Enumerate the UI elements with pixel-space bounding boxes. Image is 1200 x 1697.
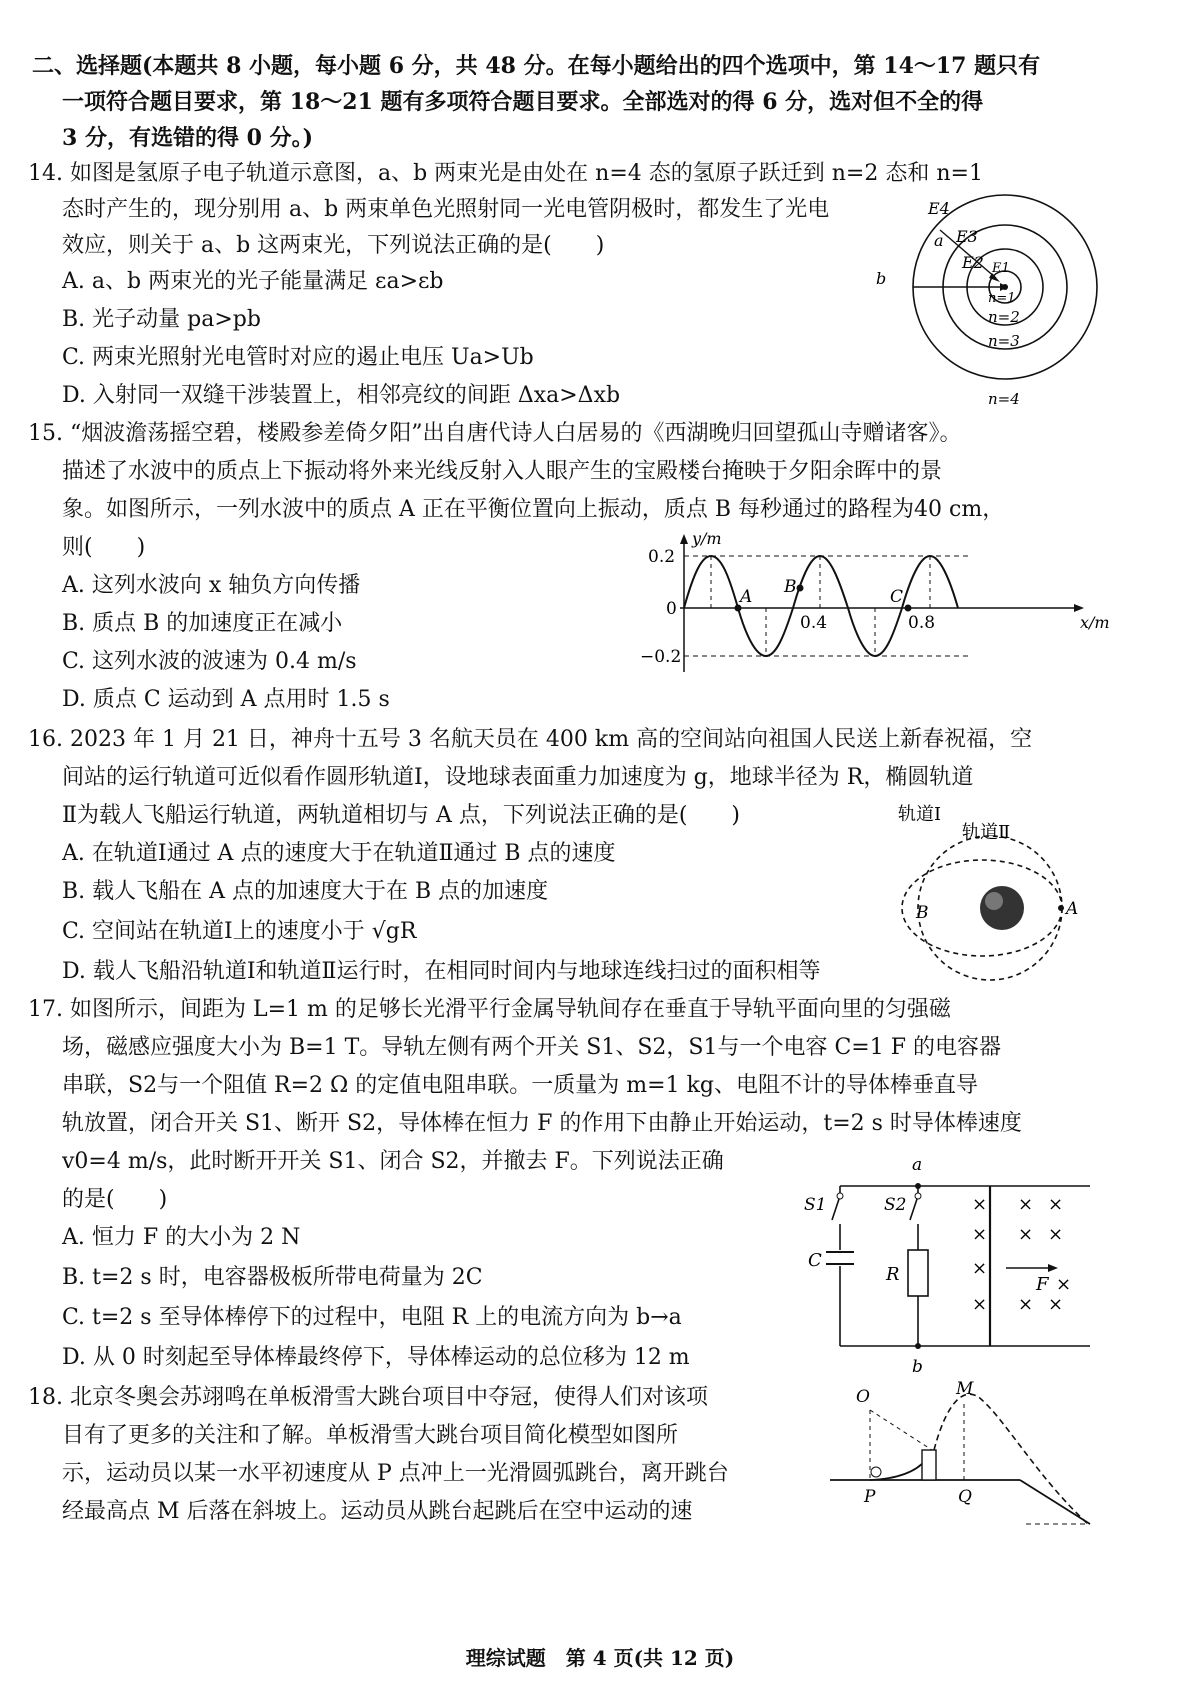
point-q-label: Q bbox=[958, 1487, 972, 1507]
svg-text:×: × bbox=[972, 1294, 988, 1315]
circuit-diagram bbox=[790, 1150, 1100, 1380]
q17-option-a: A. 恒力 F 的大小为 2 N bbox=[62, 1225, 301, 1250]
section-header-line3: 3 分，有选错的得 0 分。) bbox=[62, 125, 314, 151]
q17-option-d: D. 从 0 时刻起至导体棒最终停下，导体棒运动的总位移为 12 m bbox=[62, 1345, 690, 1370]
label-n1: n=1 bbox=[988, 291, 1016, 306]
label-e1: E1 bbox=[992, 261, 1010, 276]
section-header-line1: 二、选择题(本题共 8 小题，每小题 6 分，共 48 分。在每小题给出的四个选项中，第 14～17 题只有 bbox=[32, 53, 1041, 79]
q15-stem-line4: 则( ) bbox=[62, 535, 146, 560]
force-label: F bbox=[1036, 1274, 1049, 1295]
q15-option-d: D. 质点 C 运动到 A 点用时 1.5 s bbox=[62, 687, 390, 712]
node-a-label: a bbox=[912, 1155, 923, 1175]
q14-option-b: B. 光子动量 pa>pb bbox=[62, 307, 261, 332]
section-header-line2: 一项符合题目要求，第 18～21 题有多项符合题目要求。全部选对的得 6 分，选对但不全的得 bbox=[62, 89, 984, 115]
q17-stem-line4: 轨放置，闭合开关 S1、断开 S2，导体棒在恒力 F 的作用下由静止开始运动，t=2 s 时导体棒速度 bbox=[62, 1111, 1022, 1136]
q15-option-c: C. 这列水波的波速为 0.4 m/s bbox=[62, 649, 357, 674]
q16-option-c: C. 空间站在轨道Ⅰ上的速度小于 √gR bbox=[62, 919, 417, 944]
orbit-1-label: 轨道Ⅰ bbox=[898, 804, 942, 825]
q17-option-c: C. t=2 s 至导体棒停下的过程中，电阻 R 上的电流方向为 b→a bbox=[62, 1305, 682, 1330]
label-n4: n=4 bbox=[988, 390, 1020, 408]
point-o-label: O bbox=[856, 1387, 870, 1407]
svg-text:×: × bbox=[1048, 1294, 1064, 1315]
svg-text:×: × bbox=[1018, 1224, 1034, 1245]
label-n2: n=2 bbox=[988, 308, 1020, 326]
svg-text:×: × bbox=[1048, 1224, 1064, 1245]
svg-text:×: × bbox=[1018, 1294, 1034, 1315]
q15-stem-line1: 15. “烟波澹荡摇空碧，楼殿参差倚夕阳”出自唐代诗人白居易的《西湖晚归回望孤山寺赠诸客》。 bbox=[28, 421, 962, 446]
label-n3: n=3 bbox=[988, 332, 1020, 350]
q18-stem-line4: 经最高点 M 后落在斜坡上。运动员从跳台起跳后在空中运动的速 bbox=[62, 1499, 693, 1524]
svg-text:×: × bbox=[1056, 1274, 1072, 1295]
magnetic-field-marks bbox=[972, 1194, 1071, 1315]
q18-stem-line3: 示，运动员以某一水平初速度从 P 点冲上一光滑圆弧跳台，离开跳台 bbox=[62, 1461, 729, 1486]
q16-option-b: B. 载人飞船在 A 点的加速度大于在 B 点的加速度 bbox=[62, 879, 549, 904]
svg-text:×: × bbox=[1048, 1194, 1064, 1215]
q17-stem-line6: 的是( ) bbox=[62, 1187, 168, 1212]
q17-stem-line5: v0=4 m/s，此时断开开关 S1、闭合 S2，并撤去 F。下列说法正确 bbox=[62, 1149, 724, 1174]
x-axis-label: x/m bbox=[1080, 613, 1110, 632]
y-tick-zero: 0 bbox=[666, 599, 677, 619]
svg-text:×: × bbox=[1018, 1194, 1034, 1215]
label-e3: E3 bbox=[956, 227, 978, 246]
q14-option-d: D. 入射同一双缝干涉装置上，相邻亮纹的间距 Δxa>Δxb bbox=[62, 383, 621, 408]
point-b-label: B bbox=[916, 903, 929, 923]
page-footer: 理综试题 第 4 页(共 12 页) bbox=[465, 1646, 735, 1670]
q14-option-a: A. a、b 两束光的光子能量满足 εa>εb bbox=[62, 269, 444, 294]
label-orbit-b: b bbox=[876, 269, 887, 288]
y-axis-label: y/m bbox=[692, 529, 722, 548]
point-p-label: P bbox=[864, 1487, 876, 1507]
label-orbit-a: a bbox=[934, 231, 944, 250]
q15-option-b: B. 质点 B 的加速度正在减小 bbox=[62, 611, 343, 636]
label-e4: E4 bbox=[928, 199, 950, 218]
q14-stem-line3: 效应，则关于 a、b 这两束光，下列说法正确的是( ) bbox=[62, 233, 605, 258]
orbit-diagram bbox=[880, 800, 1100, 990]
q15-stem-line3: 象。如图所示，一列水波中的质点 A 正在平衡位置向上振动，质点 B 每秒通过的路程为40 cm， bbox=[62, 497, 1005, 522]
point-a-label: A bbox=[740, 587, 753, 607]
switch-s2-label: S2 bbox=[884, 1195, 907, 1215]
q14-option-c: C. 两束光照射光电管时对应的遏止电压 Ua>Ub bbox=[62, 345, 534, 370]
node-b-label: b bbox=[912, 1357, 923, 1377]
label-e2: E2 bbox=[962, 253, 984, 272]
q16-stem-line2: 间站的运行轨道可近似看作圆形轨道Ⅰ，设地球表面重力加速度为 g，地球半径为 R，椭圆轨道 bbox=[62, 765, 974, 790]
q18-stem-line2: 目有了更多的关注和了解。单板滑雪大跳台项目简化模型如图所 bbox=[62, 1423, 679, 1448]
svg-text:×: × bbox=[972, 1194, 988, 1215]
q16-option-a: A. 在轨道Ⅰ通过 A 点的速度大于在轨道Ⅱ通过 B 点的速度 bbox=[62, 841, 616, 866]
x-tick-08: 0.8 bbox=[908, 613, 936, 633]
point-a-label: A bbox=[1066, 899, 1079, 919]
q14-stem-line1: 14. 如图是氢原子电子轨道示意图，a、b 两束光是由处在 n=4 态的氢原子跃迁到 n=2 态和 n=1 bbox=[28, 161, 983, 186]
resistor-label: R bbox=[886, 1264, 900, 1285]
q17-stem-line3: 串联，S2与一个阻值 R=2 Ω 的定值电阻串联。一质量为 m=1 kg、电阻不计的导体棒垂直导 bbox=[62, 1073, 978, 1098]
svg-text:×: × bbox=[972, 1224, 988, 1245]
q16-stem-line3: Ⅱ为载人飞船运行轨道，两轨道相切与 A 点，下列说法正确的是( ) bbox=[62, 803, 740, 828]
q16-stem-line1: 16. 2023 年 1 月 21 日，神舟十五号 3 名航天员在 400 km 高的空间站向祖国人民送上新春祝福，空 bbox=[28, 727, 1033, 752]
q14-stem-line2: 态时产生的，现分别用 a、b 两束单色光照射同一光电管阴极时，都发生了光电 bbox=[62, 197, 830, 222]
svg-text:×: × bbox=[972, 1258, 988, 1279]
orbit-2-label: 轨道Ⅱ bbox=[962, 822, 1011, 843]
capacitor-label: C bbox=[808, 1250, 822, 1271]
q17-option-b: B. t=2 s 时，电容器极板所带电荷量为 2C bbox=[62, 1265, 483, 1290]
point-c-label: C bbox=[890, 587, 904, 607]
ski-jump-diagram bbox=[830, 1380, 1100, 1530]
switch-s1-label: S1 bbox=[804, 1195, 827, 1215]
y-tick-pos: 0.2 bbox=[648, 547, 676, 567]
point-m-label: M bbox=[956, 1379, 974, 1399]
q17-stem-line2: 场，磁感应强度大小为 B=1 T。导轨左侧有两个开关 S1、S2，S1与一个电容 C=1 F 的电容器 bbox=[62, 1035, 1001, 1060]
point-b-label: B bbox=[784, 577, 797, 597]
wave-graph bbox=[640, 529, 1110, 682]
q17-stem-line1: 17. 如图所示，间距为 L=1 m 的足够长光滑平行金属导轨间存在垂直于导轨平面向里的匀强磁 bbox=[28, 997, 951, 1022]
y-tick-neg: −0.2 bbox=[640, 647, 682, 667]
x-tick-04: 0.4 bbox=[800, 613, 828, 633]
hydrogen-orbit-diagram bbox=[876, 190, 1110, 420]
q15-stem-line2: 描述了水波中的质点上下振动将外来光线反射入人眼产生的宝殿楼台掩映于夕阳余晖中的景 bbox=[62, 459, 943, 484]
q15-option-a: A. 这列水波向 x 轴负方向传播 bbox=[62, 573, 361, 598]
q18-stem-line1: 18. 北京冬奥会苏翊鸣在单板滑雪大跳台项目中夺冠，使得人们对该项 bbox=[28, 1385, 708, 1410]
q16-option-d: D. 载人飞船沿轨道Ⅰ和轨道Ⅱ运行时，在相同时间内与地球连线扫过的面积相等 bbox=[62, 959, 821, 984]
